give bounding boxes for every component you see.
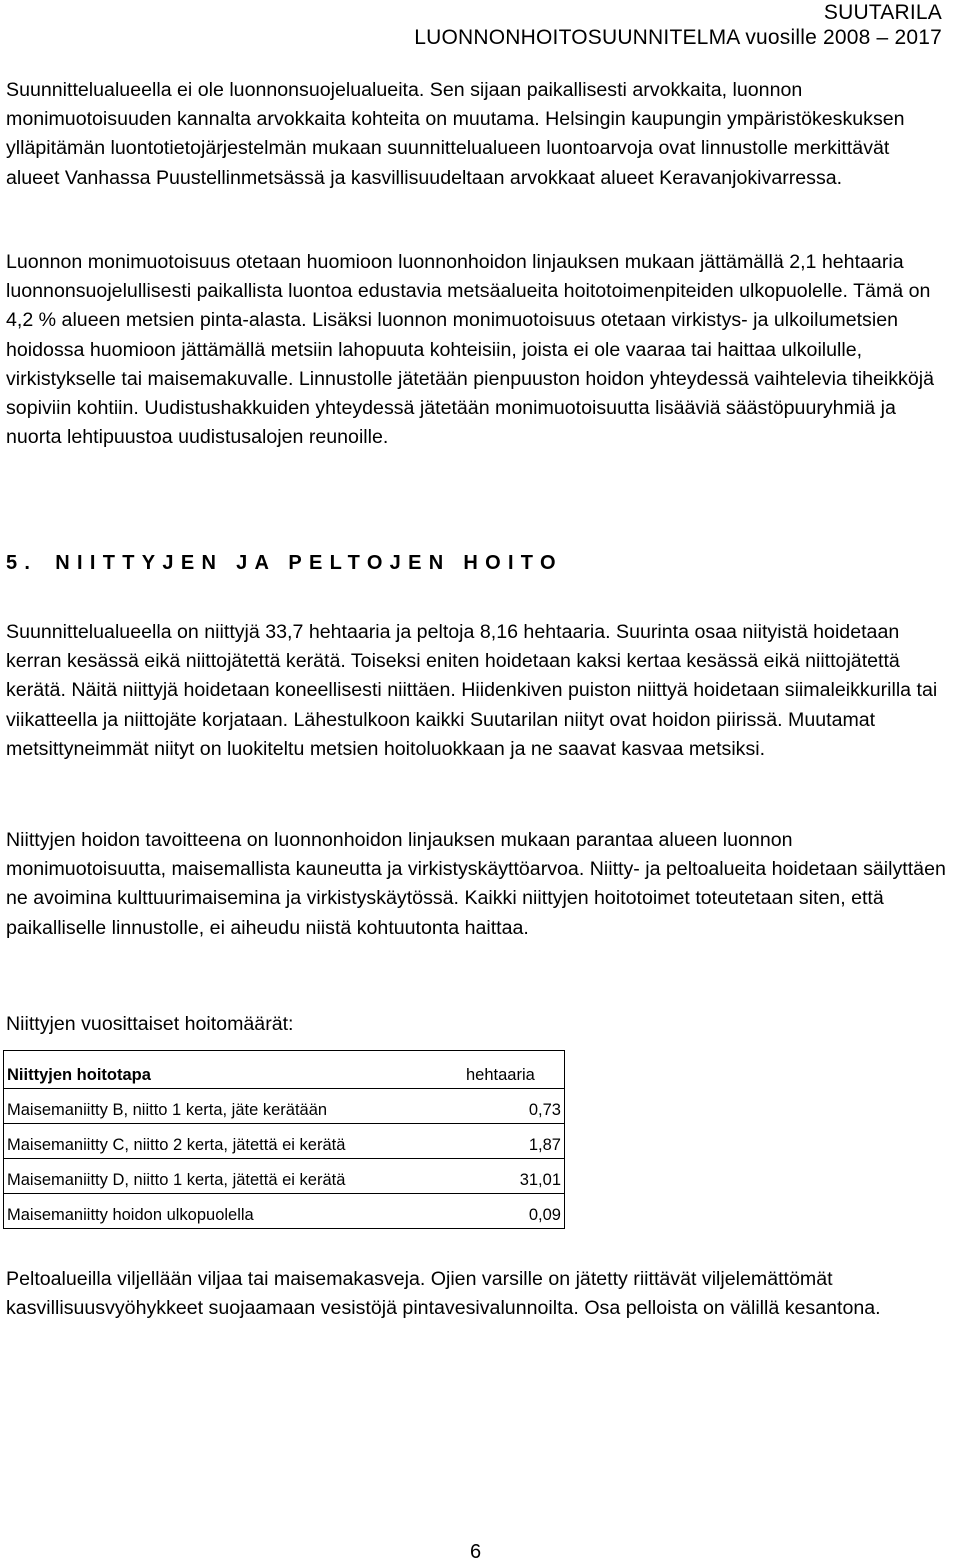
table-header-unit: hehtaaria xyxy=(463,1051,565,1089)
paragraph-fields: Peltoalueilla viljellään viljaa tai maisemakasveja. Ojien varsille on jätetty riittävät viljelemättömät kasvillisuusvyöhykkeet suojaamaan vesistöjä pintavesivalunnoilta. Osa pelloista on välillä kesantona. xyxy=(6,1268,881,1320)
table-cell-name: Maisemaniitty hoidon ulkopuolella xyxy=(4,1194,464,1229)
table-cell-value: 0,73 xyxy=(463,1089,565,1124)
table-row xyxy=(4,1089,565,1124)
table-cell-value: 0,09 xyxy=(463,1194,565,1229)
table-cell-name: Maisemaniitty C, niitto 2 kerta, jätettä ei kerätä xyxy=(4,1124,464,1159)
page-number: 6 xyxy=(470,1541,482,1563)
table-cell-value: 1,87 xyxy=(463,1124,565,1159)
section-heading xyxy=(6,548,563,578)
paragraph-protected-areas: Suunnittelualueella ei ole luonnonsuojelualueita. Sen sijaan paikallisesti arvokkaita, luonnon monimuotoisuuden kannalta arvokkaita kohteita on muutama. Helsingin kaupungin ympäristökeskuksen ylläpitämän luontotietojärjestelmän mukaan suunnittelualueen luontoarvoja ovat linnustolle merkittävät alueet Vanhassa Puustellinmetsässä ja kasvillisuudeltaan arvokkaat alueet Keravanjokivarressa. xyxy=(6,79,905,189)
table-cell-name: Maisemaniitty D, niitto 1 kerta, jätettä ei kerätä xyxy=(4,1159,464,1194)
table-caption: Niittyjen vuosittaiset hoitomäärät: xyxy=(6,1013,294,1035)
table-cell-value: 31,01 xyxy=(463,1159,565,1194)
section-number: 5. xyxy=(6,552,38,574)
page-header xyxy=(414,0,942,50)
header-title: SUUTARILA xyxy=(823,1,942,24)
meadow-maintenance-table xyxy=(3,1050,565,1229)
header-subtitle: LUONNONHOITOSUUNNITELMA vuosille 2008 – 2017 xyxy=(414,26,942,49)
section-title: NIITTYJEN JA PELTOJEN HOITO xyxy=(55,552,563,574)
table-row xyxy=(4,1194,565,1229)
paragraph-meadow-goals: Niittyjen hoidon tavoitteena on luonnonhoidon linjauksen mukaan parantaa alueen luonnon monimuotoisuutta, maisemallista kauneutta ja virkistyskäyttöarvoa. Niitty- ja peltoalueita hoidetaan säilyttäen ne avoimina kulttuurimaisemina ja virkistyskäytössä. Kaikki niittyjen hoitotoimet toteutetaan siten, että paikalliselle linnustolle, ei aiheudu niistä kohtuutonta haittaa. xyxy=(6,829,946,939)
table-row xyxy=(4,1124,565,1159)
table-row xyxy=(4,1159,565,1194)
table-header-method: Niittyjen hoitotapa xyxy=(4,1051,464,1089)
table-header-row xyxy=(4,1051,565,1089)
table-cell-name: Maisemaniitty B, niitto 1 kerta, jäte kerätään xyxy=(4,1089,464,1124)
paragraph-biodiversity: Luonnon monimuotoisuus otetaan huomioon luonnonhoidon linjauksen mukaan jättämällä 2,1 hehtaaria luonnonsuojelullisesti paikallista luontoa edustavia metsäalueita hoitotoimenpiteiden ulkopuolelle. Tämä on 4,2 % alueen metsien pinta-alasta. Lisäksi luonnon monimuotoisuus otetaan virkistys- ja ulkoilumetsien hoidossa huomioon jättämällä metsiin lahopuuta kohteisiin, joista ei ole vaaraa tai haittaa ulkoilulle, virkistykselle tai maisemakuvalle. Linnustolle jätetään pienpuuston hoidon yhteydessä vaihtelevia tiheikköjä sopiviin kohtiin. Uudistushakkuiden yhteydessä jätetään monimuotoisuutta lisääviä säästöpuuryhmiä ja nuorta lehtipuustoa uudistusalojen reunoille. xyxy=(6,251,934,449)
paragraph-meadow-area: Suunnittelualueella on niittyjä 33,7 hehtaaria ja peltoja 8,16 hehtaaria. Suurinta osaa niityistä hoidetaan kerran kesässä eikä niittojätettä kerätä. Toiseksi eniten hoidetaan kaksi kertaa kesässä eikä niittojätettä kerätä. Näitä niittyjä hoidetaan koneellisesti niittäen. Hiidenkiven puiston niittyä hoidetaan siimaleikkurilla tai viikatteella ja niittojäte korjataan. Lähestulkoon kaikki Suutarilan niityt ovat hoidon piirissä. Muutamat metsittyneimmät niityt on luokiteltu metsien hoitoluokkaan ja ne saavat kasvaa metsiksi. xyxy=(6,621,938,760)
